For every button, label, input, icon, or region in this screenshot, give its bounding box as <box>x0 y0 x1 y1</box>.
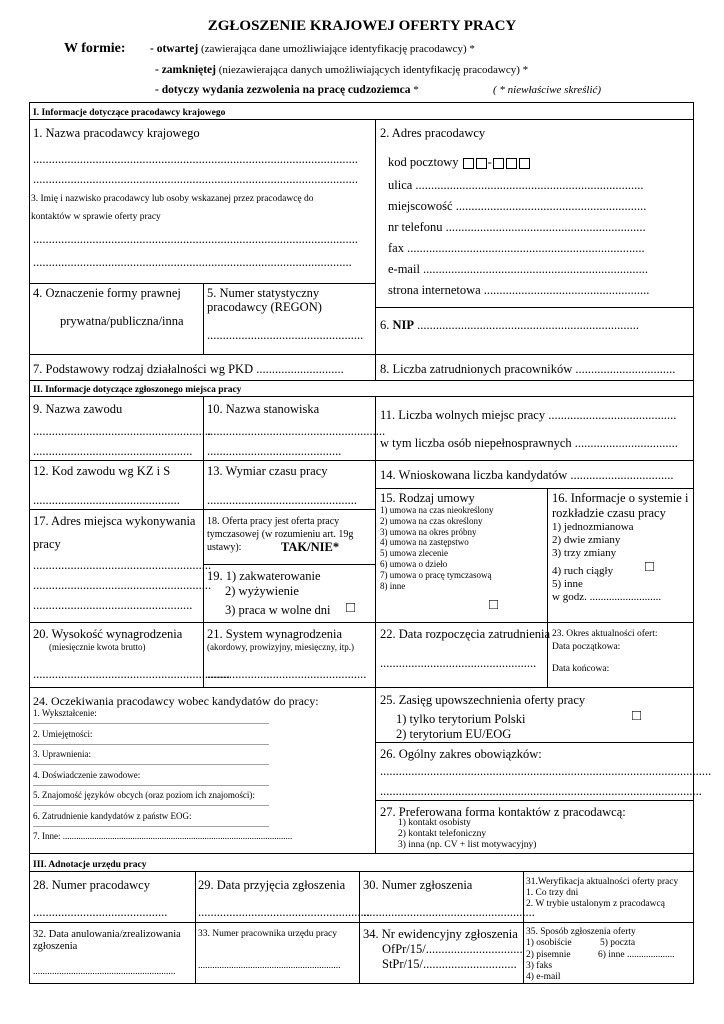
field-29-line[interactable]: ....................................................... <box>198 905 370 919</box>
expectation-line[interactable]: ...................................................................................................................... <box>33 737 269 747</box>
field-20-label: 20. Wysokość wynagrodzenia <box>33 627 183 641</box>
field-15-label: 15. Rodzaj umowy <box>380 491 475 505</box>
weekend-checkbox-icon[interactable]: □ <box>346 600 356 616</box>
field-33-line[interactable]: ............................................................ <box>198 961 341 971</box>
meals-option[interactable]: 2) wyżywienie <box>225 584 299 598</box>
expectation-line[interactable]: ...................................................................................................................... <box>33 778 269 788</box>
field-10-label: 10. Nazwa stanowiska <box>207 402 320 416</box>
field-21-label: 21. System wynagrodzenia <box>207 627 343 641</box>
field-26-line-2[interactable]: ....................................................................................................... <box>380 784 702 798</box>
expectation-line[interactable]: ...................................................................................................................... <box>33 799 269 808</box>
field-13-label: 13. Wymiar czasu pracy <box>207 464 328 478</box>
expectation-line[interactable]: ...................................................................................................................... <box>33 717 269 726</box>
shift-option-4[interactable]: 4) ruch ciągły <box>552 565 614 577</box>
contract-type-option[interactable]: 1) umowa na czas nieokreślony <box>380 505 494 515</box>
city-field[interactable]: miejscowość ............................................................. <box>388 199 647 213</box>
submission-option-3[interactable]: 3) faks <box>526 961 553 971</box>
contact-option-1[interactable]: 1) kontakt osobisty <box>398 818 471 828</box>
field-32-label-a: 32. Data anulowania/zrealizowania <box>33 929 181 940</box>
field-25-label: 25. Zasięg upowszechnienia oferty pracy <box>380 693 586 707</box>
field-16-label-a: 16. Informacje o systemie i <box>552 491 689 505</box>
reach-checkbox-icon[interactable]: □ <box>632 708 642 724</box>
field-1-label: 1. Nazwa pracodawcy krajowego <box>33 126 200 140</box>
phone-field[interactable]: nr telefonu ................................................................ <box>388 220 646 234</box>
weekend-work-option[interactable]: 3) praca w wolne dni <box>225 603 331 617</box>
contact-option-2[interactable]: 2) kontakt telefoniczny <box>398 829 487 839</box>
email-field[interactable]: e-mail ........................................................................ <box>388 262 649 276</box>
option-otwartej: - otwartej (zawierająca dane umożliwiające identyfikację pracodawcy) * <box>150 43 475 55</box>
field-29-label: 29. Data przyjęcia zgłoszenia <box>198 878 346 892</box>
submission-option-6[interactable]: 6) inne .................... <box>598 950 675 960</box>
field-6-nip[interactable]: 6. NIP ....................................................................... <box>380 318 640 332</box>
submission-option-2[interactable]: 2) pisemnie <box>526 950 571 960</box>
field-21-line[interactable]: ................................................... <box>207 667 367 681</box>
option-cudzoziemca: - dotyczy wydania zezwolenia na pracę cudzoziemca * <box>155 84 419 96</box>
field-22-label: 22. Data rozpoczęcia zatrudnienia <box>380 627 551 641</box>
contract-type-option[interactable]: 4) umowa na zastępstwo <box>380 537 469 548</box>
start-date-label[interactable]: Data początkowa: <box>552 642 621 652</box>
expectation-line[interactable]: ...................................................................................................................... <box>33 758 269 767</box>
field-2-label: 2. Adres pracodawcy <box>380 126 486 140</box>
expectation-line[interactable]: ...................................................................................................................... <box>33 819 269 829</box>
field-35-label: 35. Sposób zgłoszenia oferty <box>526 927 636 937</box>
form-title: ZGŁOSZENIE KRAJOWEJ OFERTY PRACY <box>207 18 517 34</box>
reach-option-eu[interactable]: 2) terytorium EU/EOG <box>396 727 512 741</box>
field-12-line[interactable]: ............................................... <box>33 493 180 507</box>
shift-option-5[interactable]: 5) inne <box>552 578 583 590</box>
submission-option-4[interactable]: 4) e-mail <box>526 972 561 982</box>
temporary-offer-value[interactable]: TAK/NIE* <box>281 540 340 554</box>
field-9-label: 9. Nazwa zawodu <box>33 402 123 416</box>
field-30-label: 30. Numer zgłoszenia <box>363 878 473 892</box>
field-3-label-b: kontaktów w sprawie oferty pracy <box>31 212 161 222</box>
field-10-line-2[interactable]: ........................................... <box>207 444 342 458</box>
expectation-item: 4. Doświadczenie zawodowe: <box>33 769 141 780</box>
field-18-label-b: tymczasowej (w rozumieniu art. 19g <box>207 529 354 540</box>
field-17-line-2[interactable]: ......................................................... <box>33 578 212 592</box>
field-17-label-b: pracy <box>33 537 61 551</box>
field-11-disabled[interactable]: w tym liczba osób niepełnosprawnych ................................. <box>380 436 678 450</box>
field-1-line-1[interactable]: ........................................................................................................ <box>33 152 358 166</box>
field-3-line-1[interactable]: ........................................................................................................ <box>33 232 358 246</box>
field-14-candidates[interactable]: 14. Wnioskowana liczba kandydatów ................................. <box>380 468 674 482</box>
field-26-line-1[interactable]: .......................................................................................................... <box>380 764 712 778</box>
field-1-line-2[interactable]: ........................................................................................................ <box>33 172 358 186</box>
field-11-vacancies[interactable]: 11. Liczba wolnych miejsc pracy ......................................... <box>380 408 677 422</box>
contract-type-option[interactable]: 5) umowa zlecenie <box>380 548 448 559</box>
option-zamknietej: - zamkniętej (niezawierająca danych umożliwiających identyfikację pracodawcy) * <box>155 64 529 76</box>
expectation-item: 6. Zatrudnienie kandydatów z państw EOG: <box>33 810 192 821</box>
field-21-sub: (akordowy, prowizyjny, miesięczny, itp.) <box>207 642 354 652</box>
verification-option-1[interactable]: 1. Co trzy dni <box>526 888 579 898</box>
contract-type-option[interactable]: 3) umowa na okres próbny <box>380 526 477 537</box>
section-3-heading: III. Adnotacje urzędu pracy <box>33 860 147 870</box>
end-date-label[interactable]: Data końcowa: <box>552 664 610 674</box>
field-22-line[interactable]: .................................................. <box>380 656 537 670</box>
accommodation-option[interactable]: 19. 1) zakwaterowanie <box>207 569 321 583</box>
section-2-heading: II. Informacje dotyczące zgłoszonego miejsca pracy <box>33 385 242 395</box>
field-18-label-a: 18. Oferta pracy jest oferta pracy <box>207 516 340 527</box>
shift-option-1[interactable]: 1) jednozmianowa <box>552 521 634 533</box>
contract-type-option[interactable]: 6) umowa o dzieło <box>380 559 448 569</box>
field-31-label: 31.Weryfikacja aktualności oferty pracy <box>526 877 679 887</box>
expectation-item: 5. Znajomość języków obcych (oraz poziom ich znajomości): <box>33 790 255 800</box>
field-17-line-3[interactable]: ................................................... <box>33 598 193 612</box>
street-field[interactable]: ulica ......................................................................... <box>388 178 644 192</box>
contract-type-option[interactable]: 7) umowa o pracę tymczasową <box>380 569 492 580</box>
submission-option-5[interactable]: 5) poczta <box>600 938 636 948</box>
field-10-line-1[interactable]: ......................................................... <box>207 424 386 438</box>
field-4-value[interactable]: prywatna/publiczna/inna <box>60 314 184 328</box>
expectation-item: 1. Wykształcenie: <box>33 708 97 718</box>
field-8-employees[interactable]: 8. Liczba zatrudnionych pracowników ................................ <box>380 362 676 376</box>
shift-checkbox-icon[interactable]: □ <box>645 559 655 575</box>
field-5-label-a: 5. Numer statystyczny <box>207 286 320 300</box>
field-28-line[interactable]: ........................................... <box>33 905 168 919</box>
registry-ofpr[interactable]: OfPr/15/............................... <box>382 942 523 956</box>
field-27-label: 27. Preferowana forma kontaktów z pracodawcą: <box>380 805 626 819</box>
field-32-label-b: zgłoszenia <box>33 941 78 952</box>
reach-option-poland[interactable]: 1) tylko terytorium Polski <box>396 712 526 726</box>
field-20-sub: (miesięcznie kwota brutto) <box>49 642 146 652</box>
contact-option-3[interactable]: 3) inna (np. CV + list motywacyjny) <box>398 840 537 850</box>
field-3-line-2[interactable]: ...................................................................................................... <box>33 255 352 269</box>
field-9-line-1[interactable]: ......................................................... <box>33 424 212 438</box>
field-5-label-b: pracodawcy (REGON) <box>207 300 322 314</box>
expectation-item: 2. Umiejętności: <box>33 728 93 739</box>
field-5-line[interactable]: .................................................. <box>207 328 364 342</box>
w-formie-label: W formie: <box>64 41 126 56</box>
shift-option-3[interactable]: 3) trzy zmiany <box>552 547 617 559</box>
shift-option-2[interactable]: 2) dwie zmiany <box>552 534 621 546</box>
expectation-item: 3. Uprawnienia: <box>33 749 91 759</box>
field-20-line[interactable]: ............................................................... <box>33 667 230 681</box>
field-4-label: 4. Oznaczenie formy prawnej <box>33 286 181 300</box>
shift-hours[interactable]: w godz. .......................... <box>552 591 662 603</box>
section-1-heading: I. Informacje dotyczące pracodawcy krajowego <box>33 108 226 118</box>
field-18-label-c: ustawy): <box>207 542 242 553</box>
field-13-line[interactable]: ................................................ <box>207 493 357 507</box>
field-7-pkd[interactable]: 7. Podstawowy rodzaj działalności wg PKD ............................ <box>33 362 344 376</box>
field-3-label-a: 3. Imię i nazwisko pracodawcy lub osoby wskazanej przez pracodawcę do <box>31 194 314 204</box>
expectation-item: 7. Inne: ...................................................................................................... <box>33 831 293 841</box>
field-33-label: 33. Numer pracownika urzędu pracy <box>198 929 338 939</box>
field-9-line-2[interactable]: ................................................... <box>33 444 193 458</box>
field-26-label: 26. Ogólny zakres obowiązków: <box>380 747 542 761</box>
field-30-line[interactable]: ....................................................... <box>363 905 535 919</box>
postal-code-field[interactable]: kod pocztowy - <box>388 155 531 170</box>
field-12-label: 12. Kod zawodu wg KZ i S <box>33 464 171 478</box>
field-28-label: 28. Numer pracodawcy <box>33 878 150 892</box>
contract-checkbox-icon[interactable]: □ <box>489 597 499 613</box>
submission-option-1[interactable]: 1) osobiście <box>526 938 572 948</box>
field-34-label: 34. Nr ewidencyjny zgłoszenia <box>363 927 518 941</box>
fax-field[interactable]: fax ............................................................................ <box>388 241 645 255</box>
field-17-line-1[interactable]: ......................................................... <box>33 558 212 572</box>
field-32-line[interactable]: ............................................................ <box>33 967 176 977</box>
website-field[interactable]: strona internetowa ..................................................... <box>388 283 650 297</box>
field-16-label-b: rozkładzie czasu pracy <box>552 506 666 520</box>
strike-note: ( * niewłaściwe skreślić) <box>493 84 602 96</box>
registry-stpr[interactable]: StPr/15/.............................. <box>382 957 517 971</box>
field-24-label: 24. Oczekiwania pracodawcy wobec kandydatów do pracy: <box>33 694 319 708</box>
contract-type-option[interactable]: 8) inne <box>380 580 406 591</box>
contract-type-option[interactable]: 2) umowa na czas określony <box>380 515 483 526</box>
field-17-label-a: 17. Adres miejsca wykonywania <box>33 514 196 528</box>
field-23-label: 23. Okres aktualności ofert: <box>552 629 658 639</box>
verification-option-2[interactable]: 2. W trybie ustalonym z pracodawcą <box>526 899 665 909</box>
